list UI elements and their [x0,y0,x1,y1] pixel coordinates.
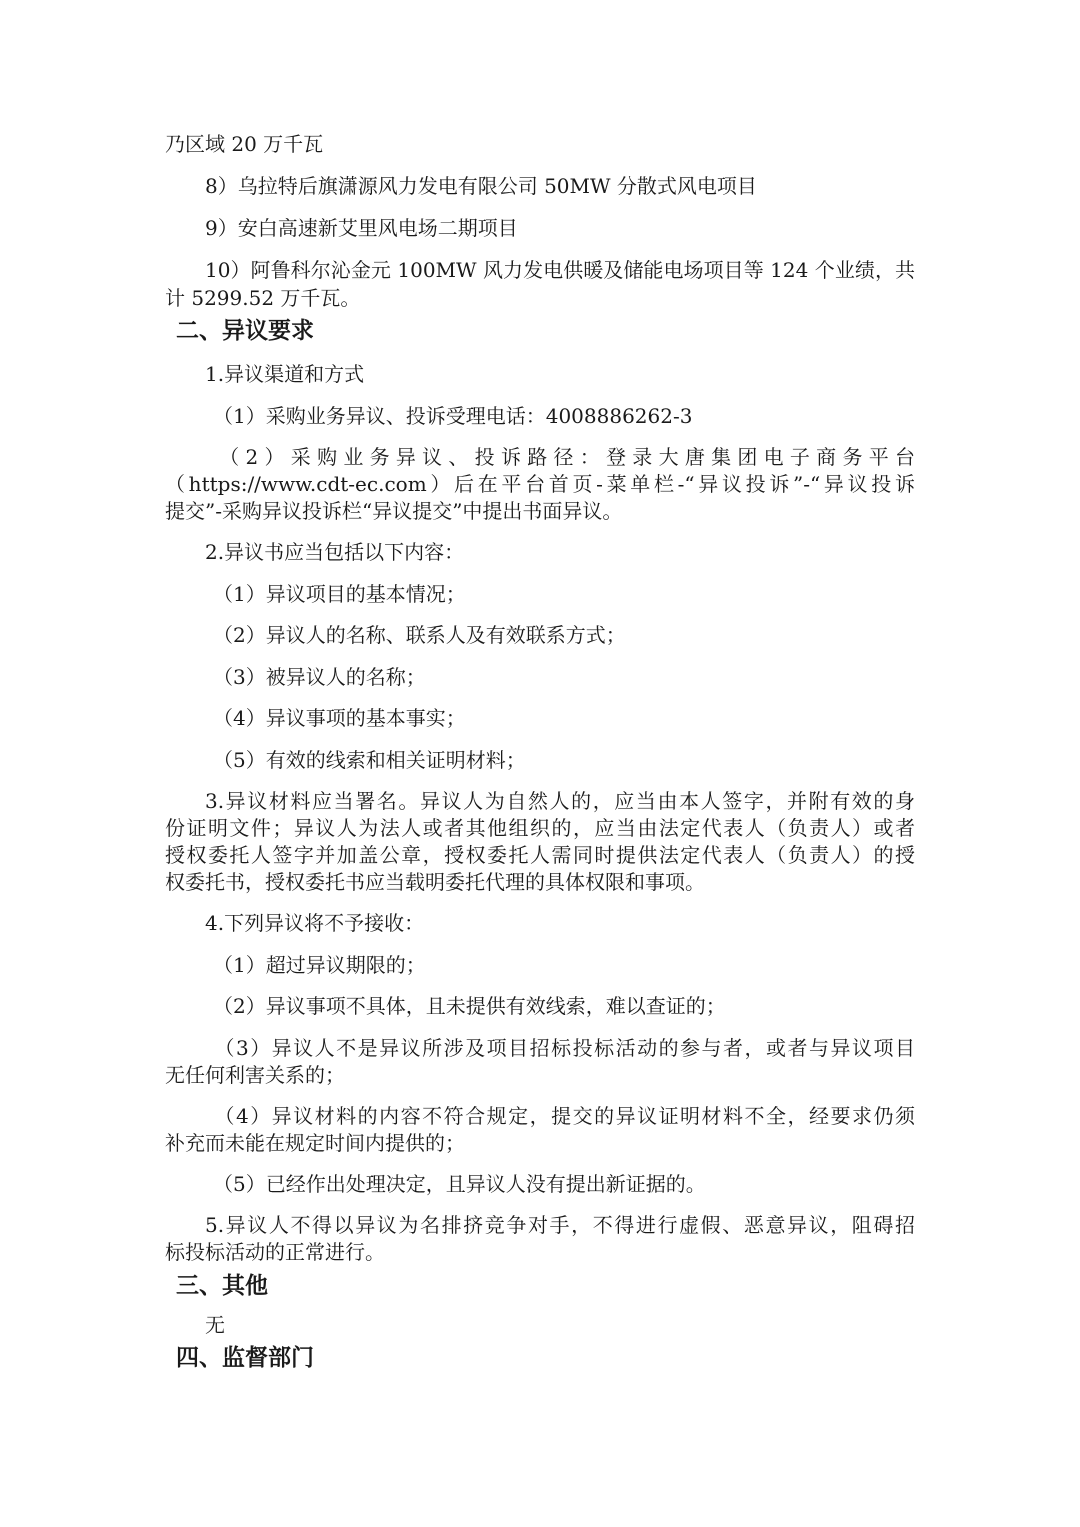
paragraph-line: （4）异议材料的内容不符合规定，提交的异议证明材料不全，经要求仍须 [213,1104,915,1128]
paragraph-line: 权委托书，授权委托书应当载明委托代理的具体权限和事项。 [165,870,705,894]
paragraph-line: 4.下列异议将不予接收： [205,911,425,935]
paragraph-line: （https://www.cdt-ec.com）后在平台首页-菜单栏-“异议投诉”-“异议投诉 [165,472,915,496]
paragraph-line: 乃区域 20 万千瓦 [165,132,324,156]
paragraph-line: 10）阿鲁科尔沁金元 100MW 风力发电供暖及储能电场项目等 124 个业绩，共 [205,258,915,282]
paragraph-line: （1）异议项目的基本情况； [213,582,466,606]
paragraph-line: （4）异议事项的基本事实； [213,706,466,730]
paragraph-line: 无任何利害关系的； [165,1063,345,1087]
paragraph-line: 8）乌拉特后旗潇源风力发电有限公司 50MW 分散式风电项目 [205,174,757,198]
paragraph-line: （5）已经作出处理决定，且异议人没有提出新证据的。 [213,1172,706,1196]
section-heading: 四、监督部门 [176,1345,314,1371]
paragraph-line: 9）安白高速新艾里风电场二期项目 [205,216,518,240]
paragraph-line: 1.异议渠道和方式 [205,362,365,386]
paragraph-line: （3）被异议人的名称； [213,665,426,689]
paragraph-line: （2）采购业务异议、投诉路径：登录大唐集团电子商务平台 [213,445,915,469]
paragraph-line: 3.异议材料应当署名。异议人为自然人的，应当由本人签字，并附有效的身 [205,789,915,813]
paragraph-line: （2）异议事项不具体，且未提供有效线索，难以查证的； [213,994,726,1018]
paragraph-line: 计 5299.52 万千瓦。 [165,286,361,310]
section-heading: 二、异议要求 [176,318,314,344]
paragraph-line: 提交”-采购异议投诉栏“异议提交”中提出书面异议。 [165,499,623,523]
section-heading: 三、其他 [176,1273,268,1299]
paragraph-line: （1）超过异议期限的； [213,953,426,977]
paragraph-line: 2.异议书应当包括以下内容： [205,540,465,564]
paragraph-line: 无 [205,1313,225,1337]
paragraph-line: （2）异议人的名称、联系人及有效联系方式； [213,623,626,647]
paragraph-line: （5）有效的线索和相关证明材料； [213,748,526,772]
paragraph-line: （1）采购业务异议、投诉受理电话：4008886262-3 [213,404,693,428]
paragraph-line: 份证明文件；异议人为法人或者其他组织的，应当由法定代表人（负责人）或者 [165,816,915,840]
paragraph-line: 授权委托人签字并加盖公章，授权委托人需同时提供法定代表人（负责人）的授 [165,843,915,867]
paragraph-line: 5.异议人不得以异议为名排挤竞争对手，不得进行虚假、恶意异议，阻碍招 [205,1213,915,1237]
paragraph-line: 补充而未能在规定时间内提供的； [165,1131,465,1155]
paragraph-line: （3）异议人不是异议所涉及项目招标投标活动的参与者，或者与异议项目 [213,1036,915,1060]
paragraph-line: 标投标活动的正常进行。 [165,1240,385,1264]
